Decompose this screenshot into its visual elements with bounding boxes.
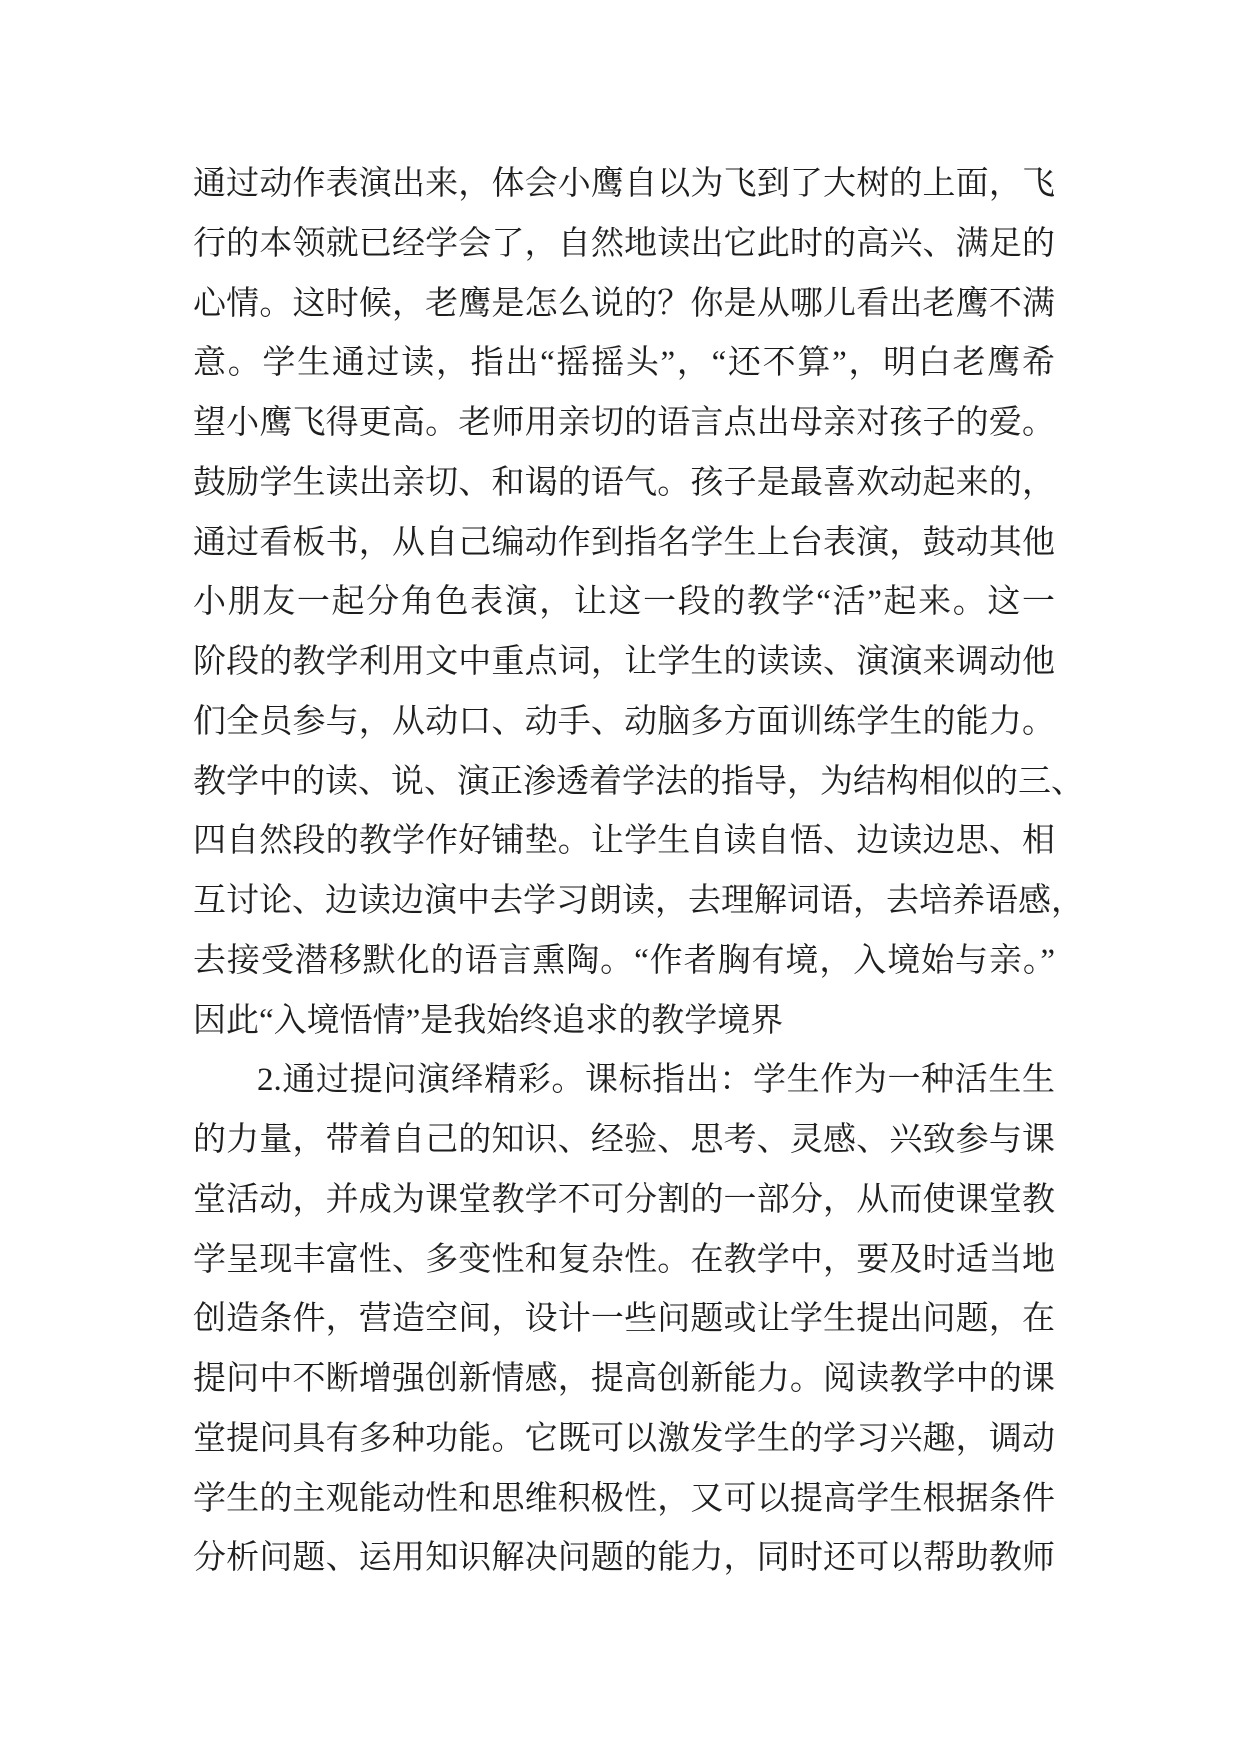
- text-line: 互讨论、边读边演中去学习朗读，去理解词语，去培养语感，: [193, 883, 1084, 919]
- text-line: 望小鹰飞得更高。老师用亲切的语言点出母亲对孩子的爱。: [193, 405, 1055, 441]
- paragraph: [193, 1051, 1055, 1589]
- text-line: 通过看板书，从自己编动作到指名学生上台表演，鼓动其他: [193, 524, 1055, 561]
- text-line: 四自然段的教学作好铺垫。让学生自读自悟、边读边思、相: [193, 823, 1055, 860]
- text-line: 通过动作表演出来，体会小鹰自以为飞到了大树的上面，飞: [193, 166, 1055, 202]
- text-line: 小朋友一起分角色表演，让这一段的教学“活”起来。这一: [193, 584, 1055, 621]
- text-line: 意。学生通过读，指出“摇摇头”，“还不算”，明白老鹰希: [193, 345, 1055, 382]
- text-line: 2.通过提问演绎精彩。课标指出：学生作为一种活生生: [257, 1062, 1055, 1099]
- text-line: 因此“入境悟情”是我始终追求的教学境界: [193, 1002, 784, 1039]
- body-text: [193, 155, 1084, 1589]
- text-line: 心情。这时候，老鹰是怎么说的？你是从哪儿看出老鹰不满: [193, 285, 1055, 322]
- paragraph: [193, 155, 1084, 1051]
- text-line: 的力量，带着自己的知识、经验、思考、灵感、兴致参与课: [193, 1122, 1055, 1158]
- text-line: 鼓励学生读出亲切、和谒的语气。孩子是最喜欢动起来的，: [193, 464, 1055, 501]
- text-line: 学生的主观能动性和思维积极性，又可以提高学生根据条件: [193, 1480, 1055, 1517]
- text-line: 堂活动，并成为课堂教学不可分割的一部分，从而使课堂教: [193, 1181, 1055, 1218]
- text-line: 阶段的教学利用文中重点词，让学生的读读、演演来调动他: [193, 644, 1055, 680]
- text-line: 去接受潜移默化的语言熏陶。“作者胸有境，入境始与亲。”: [193, 942, 1055, 979]
- text-line: 教学中的读、说、演正渗透着学法的指导，为结构相似的三、: [193, 763, 1084, 800]
- text-line: 提问中不断增强创新情感，提高创新能力。阅读教学中的课: [193, 1361, 1055, 1397]
- text-line: 创造条件，营造空间，设计一些问题或让学生提出问题，在: [193, 1301, 1055, 1338]
- text-line: 们全员参与，从动口、动手、动脑多方面训练学生的能力。: [193, 703, 1055, 740]
- text-line: 分析问题、运用知识解决问题的能力，同时还可以帮助教师: [193, 1540, 1055, 1577]
- text-line: 行的本领就已经学会了，自然地读出它此时的高兴、满足的: [193, 225, 1055, 262]
- text-line: 学呈现丰富性、多变性和复杂性。在教学中，要及时适当地: [193, 1241, 1055, 1278]
- text-line: 堂提问具有多种功能。它既可以激发学生的学习兴趣，调动: [193, 1420, 1055, 1457]
